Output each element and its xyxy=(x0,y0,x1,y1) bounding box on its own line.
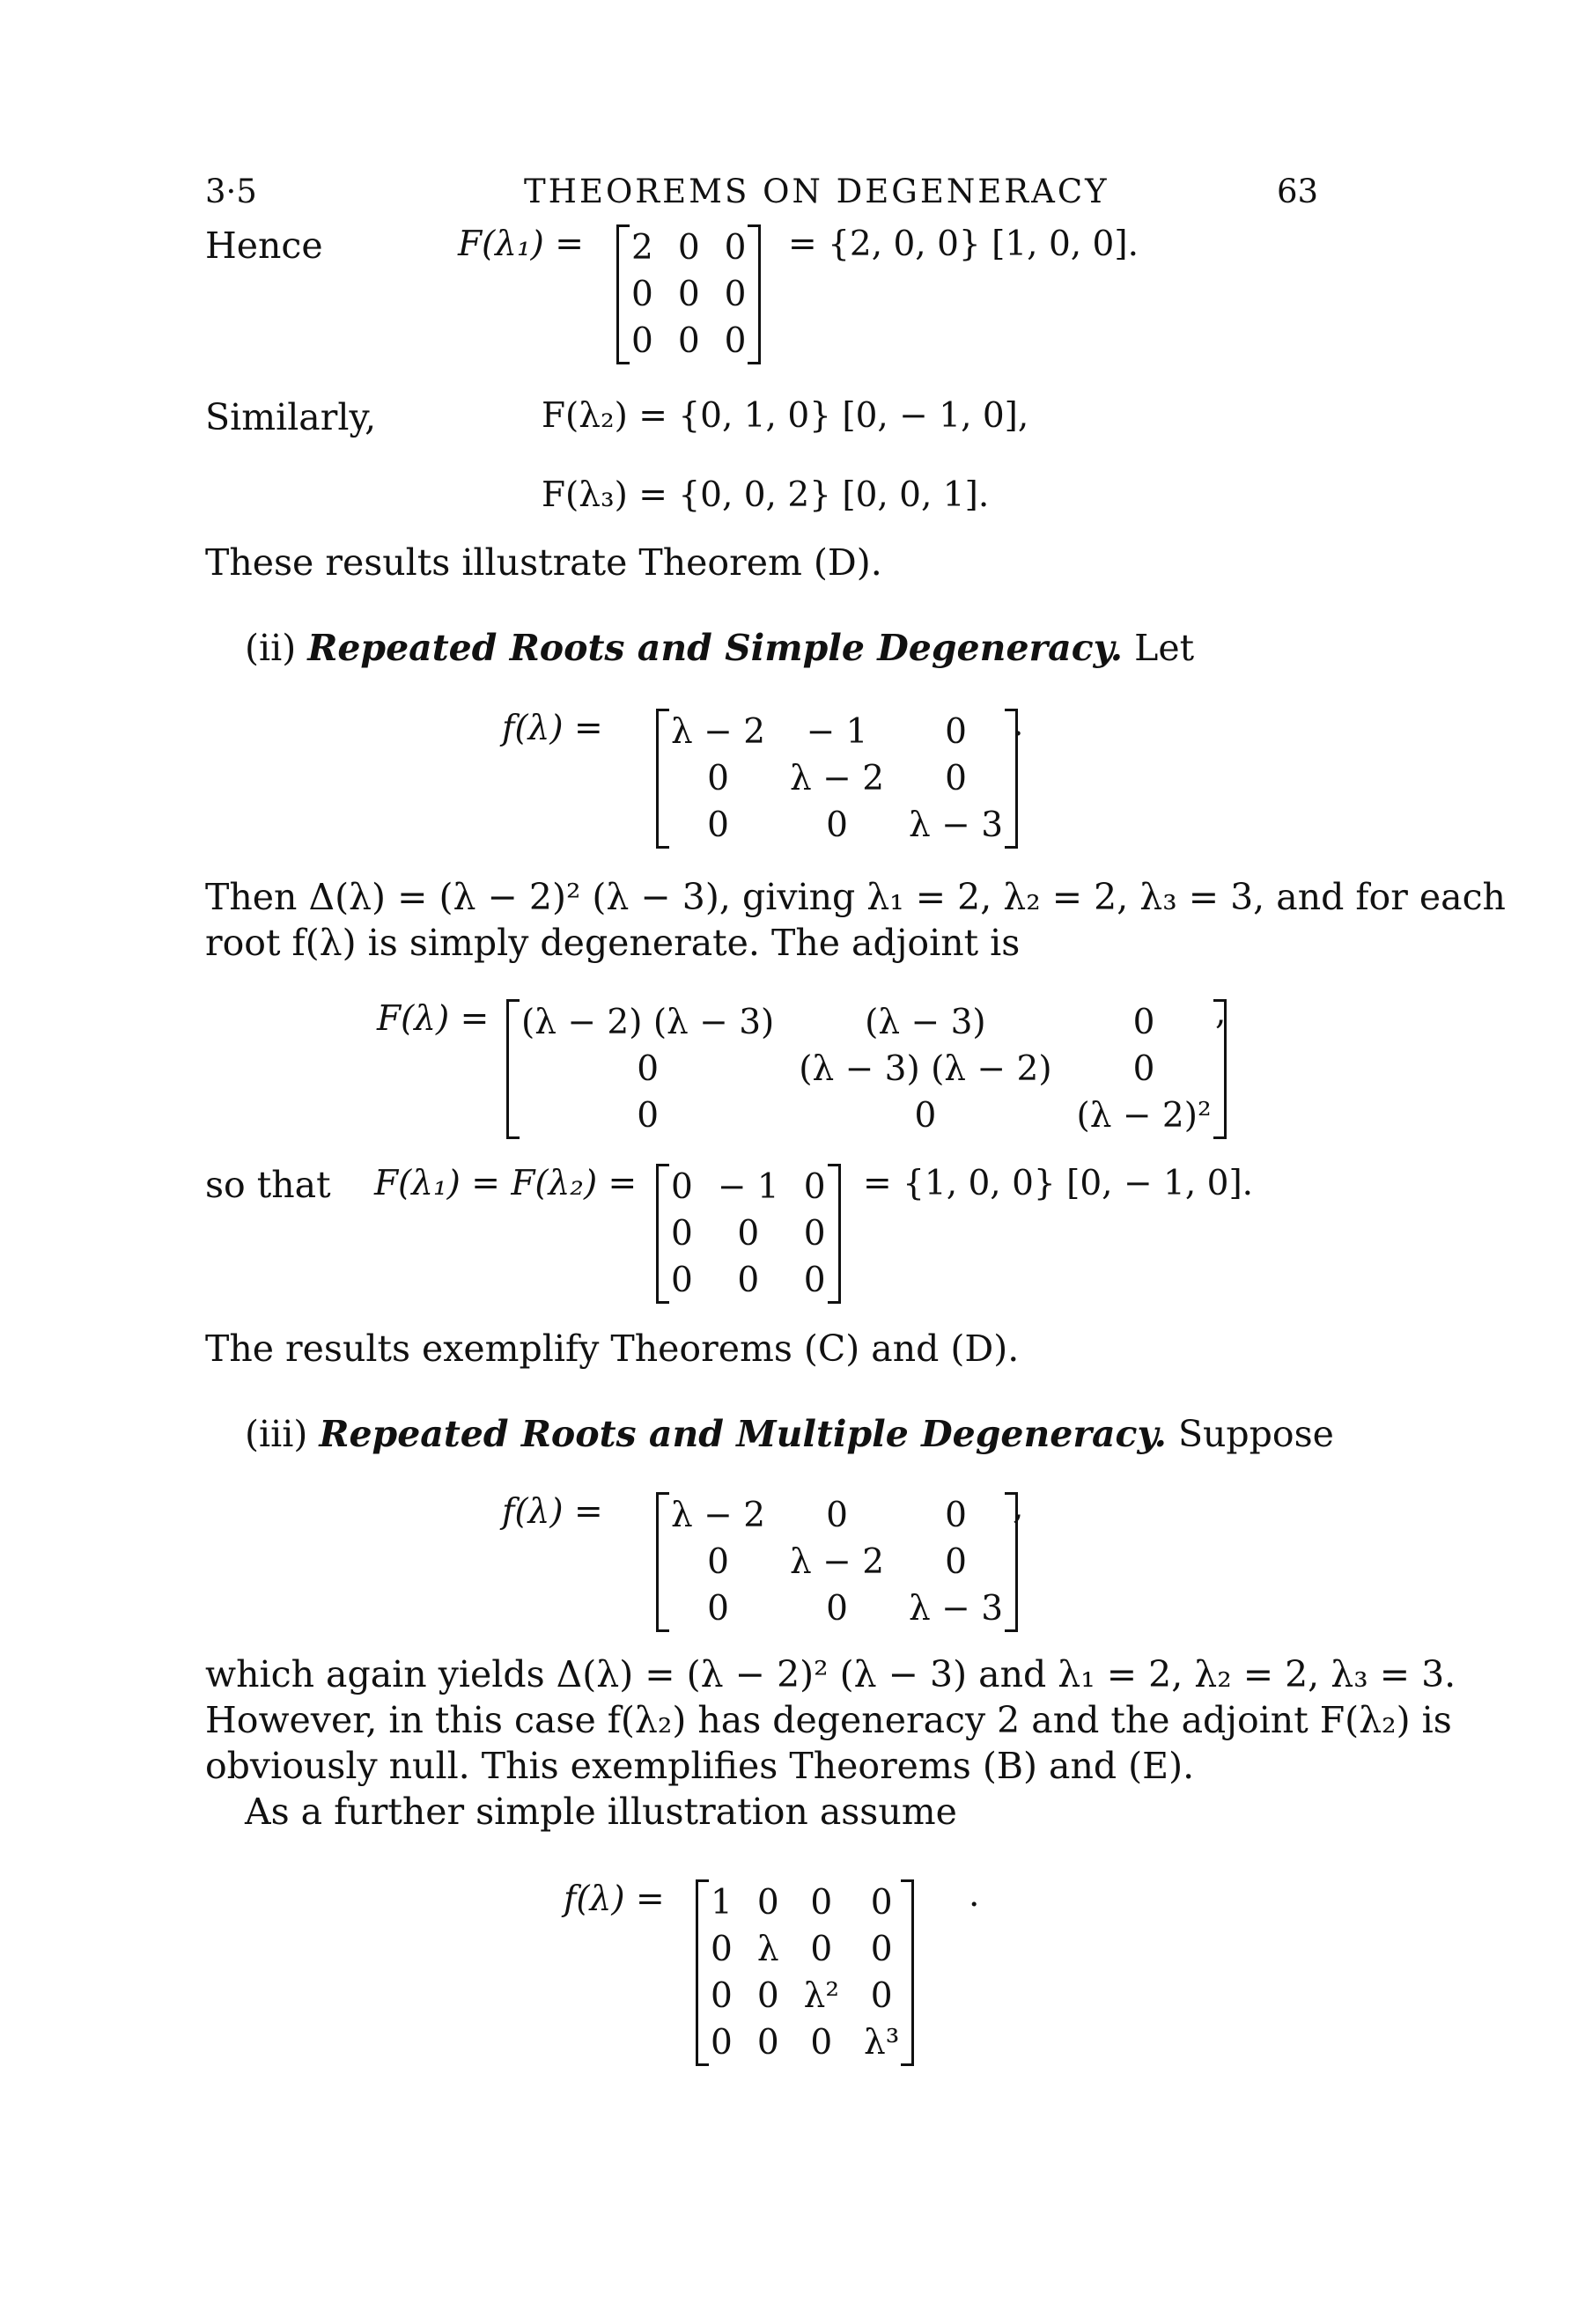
section-heading xyxy=(245,627,1194,669)
so-that-label: so that xyxy=(205,1164,331,1206)
equation-rhs: = {1, 0, 0} [0, − 1, 0]. xyxy=(863,1164,1254,1203)
section-number: (ii) xyxy=(245,627,308,669)
page-number: 63 xyxy=(1277,173,1319,210)
matrix-cell: λ³ xyxy=(864,2023,900,2063)
matrix-cell: 0 xyxy=(756,1976,779,2016)
matrix-cell: 0 xyxy=(711,1930,733,1969)
matrix-cell: 0 xyxy=(637,1096,660,1136)
matrix-cell: 0 xyxy=(870,1976,893,2016)
matrix-diagonal xyxy=(696,1879,914,2066)
matrix-cell: 0 xyxy=(671,1261,693,1300)
matrix-cell: 0 xyxy=(945,759,967,798)
paragraph-text: root f(λ) is simply degenerate. The adjoint is xyxy=(205,922,1021,964)
matrix-cell: (λ − 2) (λ − 3) xyxy=(521,1003,775,1042)
punctuation: . xyxy=(1013,704,1024,744)
running-title: THEOREMS ON DEGENERACY xyxy=(524,173,1110,210)
matrix-cell: − 1 xyxy=(806,712,868,752)
matrix-cell: 0 xyxy=(826,805,848,845)
punctuation: , xyxy=(1215,993,1227,1033)
paragraph-text: which again yields Δ(λ) = (λ − 2)² (λ − 3) and λ₁ = 2, λ₂ = 2, λ₃ = 3. xyxy=(205,1653,1456,1695)
matrix-cell: 0 xyxy=(637,1049,660,1089)
matrix-cell: λ − 2 xyxy=(671,712,766,752)
matrix-cell: 0 xyxy=(631,321,653,361)
similarly-label: Similarly, xyxy=(205,396,377,438)
matrix-adjoint xyxy=(506,999,1227,1139)
matrix-cell: 0 xyxy=(711,1976,733,2016)
matrix-cell: 0 xyxy=(724,275,747,314)
matrix-cell: 2 xyxy=(631,228,653,268)
matrix-cell: λ − 2 xyxy=(790,759,885,798)
matrix-cell: (λ − 2)² xyxy=(1076,1096,1212,1136)
punctuation: , xyxy=(1013,1488,1024,1527)
matrix-f-lambda1 xyxy=(616,224,761,364)
section-heading-tail: Let xyxy=(1123,627,1195,669)
matrix-cell: 0 xyxy=(945,1542,967,1582)
matrix-cell: 0 xyxy=(707,759,729,798)
matrix-cell: λ xyxy=(756,1930,779,1969)
matrix-cell: 0 xyxy=(677,321,700,361)
matrix-cell: 0 xyxy=(803,1261,826,1300)
matrix-cell: λ − 2 xyxy=(671,1496,766,1535)
section-heading-tail: Suppose xyxy=(1166,1413,1334,1455)
paragraph-text: As a further simple illustration assume xyxy=(245,1791,957,1833)
matrix-cell: 0 xyxy=(803,1167,826,1207)
matrix-cell: 0 xyxy=(707,1542,729,1582)
matrix-cell: (λ − 3) (λ − 2) xyxy=(799,1049,1052,1089)
section-title: Repeated Roots and Simple Degeneracy. xyxy=(307,627,1124,669)
matrix-cell: λ − 3 xyxy=(909,805,1004,845)
matrix-cell: 0 xyxy=(810,1930,833,1969)
matrix-cell: 0 xyxy=(870,1930,893,1969)
equation-lhs: F(λ) = xyxy=(377,999,490,1039)
hence-label: Hence xyxy=(205,224,323,267)
paragraph-text: obviously null. This exemplifies Theorems (B) and (E). xyxy=(205,1745,1195,1787)
equation-f-lambda3: F(λ₃) = {0, 0, 2} [0, 0, 1]. xyxy=(542,475,990,515)
matrix-cell: 0 xyxy=(945,1496,967,1535)
paragraph-text: Then Δ(λ) = (λ − 2)² (λ − 3), giving λ₁ = 2, λ₂ = 2, λ₃ = 3, and for each xyxy=(205,876,1506,918)
matrix-cell: 0 xyxy=(631,275,653,314)
matrix-cell: 0 xyxy=(671,1167,693,1207)
matrix-cell: 0 xyxy=(826,1589,848,1629)
matrix-cell: 0 xyxy=(737,1261,760,1300)
matrix-cell: λ − 2 xyxy=(790,1542,885,1582)
matrix-cell: 0 xyxy=(914,1096,937,1136)
matrix-cell: 0 xyxy=(677,228,700,268)
equation-lhs: f(λ) = xyxy=(564,1879,665,1919)
matrix-cell: (λ − 3) xyxy=(865,1003,986,1042)
equation-lhs: F(λ₁) = xyxy=(458,224,584,264)
matrix-cell: 0 xyxy=(756,1883,779,1923)
matrix-cell: 0 xyxy=(724,228,747,268)
matrix-cell: 0 xyxy=(724,321,747,361)
equation-lhs: f(λ) = xyxy=(502,1492,603,1532)
equation-lhs: F(λ₁) = F(λ₂) = xyxy=(374,1164,638,1203)
matrix-cell: λ − 3 xyxy=(909,1589,1004,1629)
paragraph-text: These results illustrate Theorem (D). xyxy=(205,541,882,584)
section-number: (iii) xyxy=(245,1413,320,1455)
matrix-cell: λ² xyxy=(803,1976,840,2016)
matrix-cell: 0 xyxy=(737,1214,760,1254)
equation-lhs: f(λ) = xyxy=(502,709,603,748)
equation-rhs: = {2, 0, 0} [1, 0, 0]. xyxy=(788,224,1139,264)
matrix-cell: 0 xyxy=(677,275,700,314)
matrix-cell: − 1 xyxy=(717,1167,779,1207)
matrix-cell: 0 xyxy=(1132,1003,1155,1042)
punctuation: . xyxy=(969,1875,980,1915)
equation-f-lambda2: F(λ₂) = {0, 1, 0} [0, − 1, 0], xyxy=(542,396,1029,436)
matrix-cell: 0 xyxy=(671,1214,693,1254)
matrix-cell: 0 xyxy=(707,805,729,845)
matrix-cell: 0 xyxy=(707,1589,729,1629)
paragraph-text: However, in this case f(λ₂) has degeneracy 2 and the adjoint F(λ₂) is xyxy=(205,1699,1452,1741)
paragraph-text: The results exemplify Theorems (C) and (D). xyxy=(205,1327,1020,1370)
matrix-cell: 0 xyxy=(945,712,967,752)
matrix-cell: 0 xyxy=(810,2023,833,2063)
matrix-cell: 0 xyxy=(803,1214,826,1254)
matrix-cell: 0 xyxy=(810,1883,833,1923)
matrix-cell: 0 xyxy=(826,1496,848,1535)
section-title: Repeated Roots and Multiple Degeneracy. xyxy=(319,1413,1167,1455)
matrix-cell: 0 xyxy=(711,2023,733,2063)
matrix-f-lambda xyxy=(656,1492,1018,1632)
matrix-f-lambda1-lambda2 xyxy=(656,1164,841,1304)
matrix-cell: 0 xyxy=(870,1883,893,1923)
matrix-cell: 0 xyxy=(1132,1049,1155,1089)
matrix-f-lambda xyxy=(656,709,1018,849)
section-heading xyxy=(245,1413,1334,1455)
section-number: 3·5 xyxy=(205,173,257,210)
matrix-cell: 1 xyxy=(711,1883,733,1923)
matrix-cell: 0 xyxy=(756,2023,779,2063)
